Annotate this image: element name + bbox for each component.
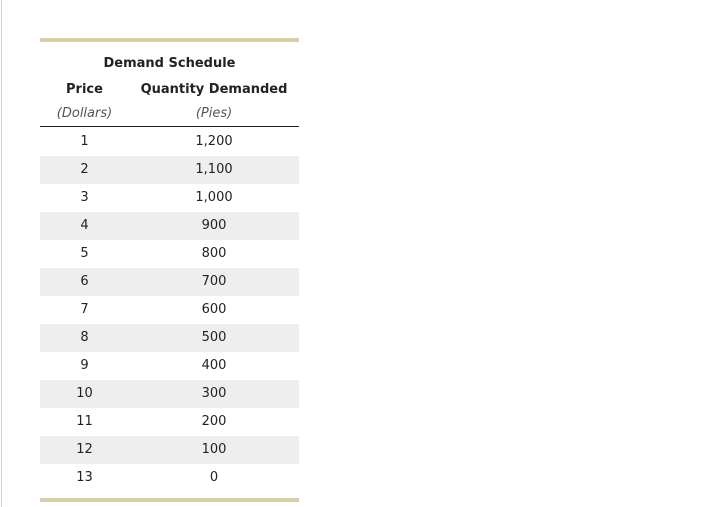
- price-cell: 8: [80, 330, 89, 345]
- table-row: [40, 212, 299, 240]
- price-cell: 2: [80, 162, 89, 177]
- price-cell: 11: [76, 414, 93, 429]
- price-cell: 10: [76, 386, 93, 401]
- price-cell: 12: [76, 442, 93, 457]
- header-row: [40, 78, 299, 102]
- price-cell: 7: [80, 302, 89, 317]
- price-cell: 4: [80, 218, 89, 233]
- quantity-cell: 600: [201, 302, 227, 317]
- quantity-cell: 200: [201, 414, 227, 429]
- table-caption: Demand Schedule: [103, 56, 236, 71]
- quantity-cell: 400: [201, 358, 227, 373]
- table-row: [40, 128, 299, 156]
- price-cell: 3: [80, 190, 89, 205]
- quantity-cell: 800: [201, 246, 227, 261]
- bottom-rule: [40, 498, 299, 502]
- quantity-cell: 900: [201, 218, 227, 233]
- quantity-cell: 100: [201, 442, 227, 457]
- price-unit-label: (Dollars): [56, 106, 113, 121]
- quantity-cell: 1,100: [195, 162, 233, 177]
- table-row: [40, 380, 299, 408]
- price-cell: 9: [80, 358, 89, 373]
- table-row: [40, 464, 299, 492]
- table-body: [40, 127, 299, 492]
- quantity-cell: 1,000: [195, 190, 233, 205]
- quantity-cell: 500: [201, 330, 227, 345]
- table-row: [40, 268, 299, 296]
- quantity-column-header: Quantity Demanded: [140, 82, 288, 97]
- page-left-border: [1, 0, 2, 507]
- table-row: [40, 408, 299, 436]
- demand-schedule-table: [40, 38, 299, 502]
- table-row: [40, 156, 299, 184]
- quantity-cell: 300: [201, 386, 227, 401]
- quantity-cell: 0: [209, 470, 219, 485]
- price-cell: 1: [80, 134, 89, 149]
- price-column-header: Price: [66, 82, 103, 97]
- quantity-cell: 700: [201, 274, 227, 289]
- table-row: [40, 436, 299, 464]
- price-cell: 13: [76, 470, 93, 485]
- quantity-cell: 1,200: [195, 134, 233, 149]
- table-row: [40, 240, 299, 268]
- quantity-unit-label: (Pies): [195, 106, 233, 121]
- table-row: [40, 324, 299, 352]
- unit-row: [40, 102, 299, 127]
- table-row: [40, 296, 299, 324]
- price-cell: 6: [80, 274, 89, 289]
- price-cell: 5: [80, 246, 89, 261]
- table-row: [40, 184, 299, 212]
- table-row: [40, 352, 299, 380]
